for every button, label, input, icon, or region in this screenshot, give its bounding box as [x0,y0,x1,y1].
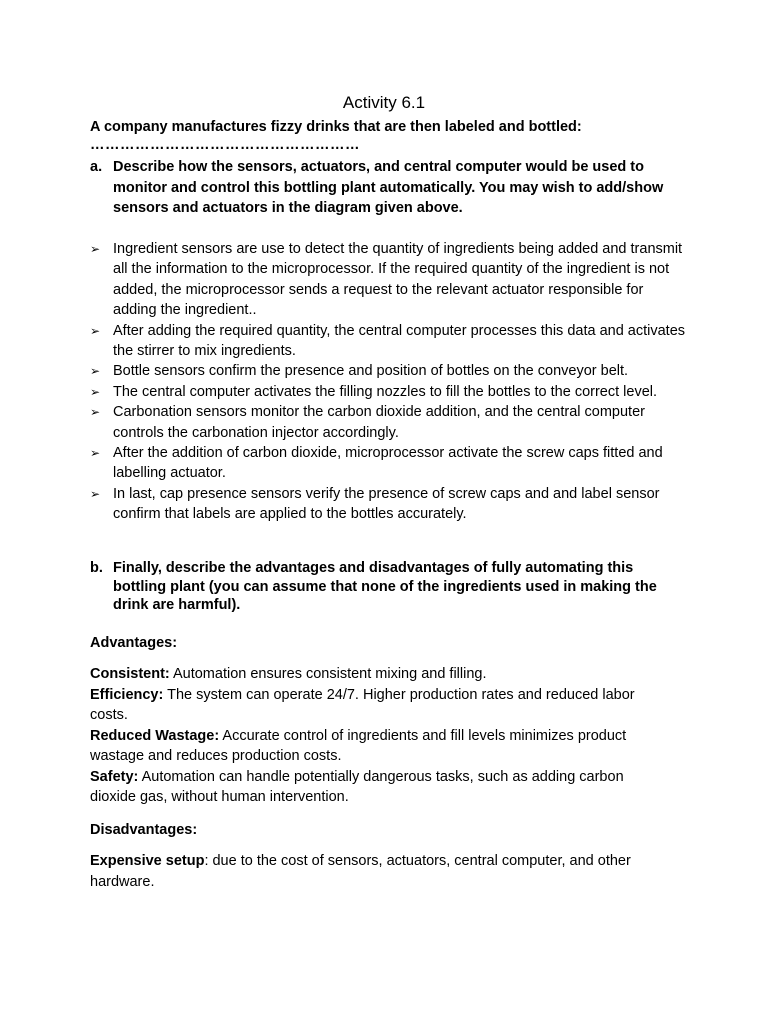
list-item [90,484,690,525]
arrow-bullet-icon: ➢ [90,384,101,399]
list-item [90,361,690,381]
list-item-text: After adding the required quantity, the central computer processes this data and activates the stirrer to mix ingredients. [113,322,686,360]
question-a [90,157,690,219]
answer-a-list [90,239,690,525]
arrow-bullet-icon: ➢ [90,323,101,338]
advantage-text: The system can operate 24/7. Higher production rates and reduced labor costs. [90,686,635,723]
disadvantages-heading: Disadvantages: [90,822,198,838]
list-item-text: The central computer activates the filling nozzles to fill the bottles to the correct level. [113,383,658,400]
list-item-text: Carbonation sensors monitor the carbon dioxide addition, and the central computer controls the carbonation injector accordingly. [113,404,645,441]
disadvantages-list [90,851,670,892]
list-item [90,402,690,443]
advantage-label: Efficiency: [90,686,164,703]
arrow-bullet-icon: ➢ [90,446,101,461]
question-b-letter: b. [90,560,103,576]
intro-text: A company manufactures fizzy drinks that are then labeled and bottled: [90,119,582,135]
question-a-letter: a. [90,159,103,175]
disadvantage-text: : due to the cost of sensors, actuators, central computer, and other hardware. [90,853,631,890]
advantage-label: Consistent: [90,666,170,682]
advantage-text: Automation can handle potentially dangerous tasks, such as adding carbon dioxide gas, without human intervention. [90,768,624,805]
disadvantage-label: Expensive setup [90,853,205,869]
arrow-bullet-icon: ➢ [90,486,101,501]
advantage-label: Safety: [90,768,139,785]
advantages-heading: Advantages: [90,635,178,651]
advantage-item [90,767,670,808]
arrow-bullet-icon: ➢ [90,405,101,420]
advantages-list [90,664,670,808]
advantage-item [90,685,670,726]
list-item-text: Ingredient sensors are use to detect the quantity of ingredients being added and transmit all the information to the microprocessor. If the required quantity of the ingredient is not added, the microprocessor sends a request to the relevant actuator responsible for adding the ingredient.. [113,241,683,319]
list-item-text: After the addition of carbon dioxide, microprocessor activate the screw caps fitted and labelling actuator. [113,445,663,482]
list-item-text: Bottle sensors confirm the presence and position of bottles on the conveyor belt. [113,363,629,380]
advantage-item [90,726,670,767]
dotted-line: ……………………………………………… [90,137,360,153]
question-b [90,559,670,615]
disadvantage-item [90,851,670,892]
list-item [90,382,690,402]
list-item [90,239,690,321]
advantage-label: Reduced Wastage: [90,727,220,744]
question-a-text: Describe how the sensors, actuators, and central computer would be used to monitor and control this bottling plant automatically. You may wish to add/show sensors and actuators in the diagram given above. [113,159,664,216]
list-item [90,443,690,484]
advantage-item [90,664,670,685]
question-b-text: Finally, describe the advantages and disadvantages of fully automating this bottling plant (you can assume that none of the ingredients used in making the drink are harmful). [113,560,657,613]
advantage-text: Accurate control of ingredients and fill levels minimizes product wastage and reduces production costs. [90,727,627,764]
page-title: Activity 6.1 [342,93,426,112]
list-item-text: In last, cap presence sensors verify the presence of screw caps and and label sensor confirm that labels are applied to the bottles accurately. [113,485,660,523]
advantage-text: Automation ensures consistent mixing and filling. [169,666,487,682]
list-item [90,321,690,362]
arrow-bullet-icon: ➢ [90,364,101,379]
arrow-bullet-icon: ➢ [90,242,101,256]
